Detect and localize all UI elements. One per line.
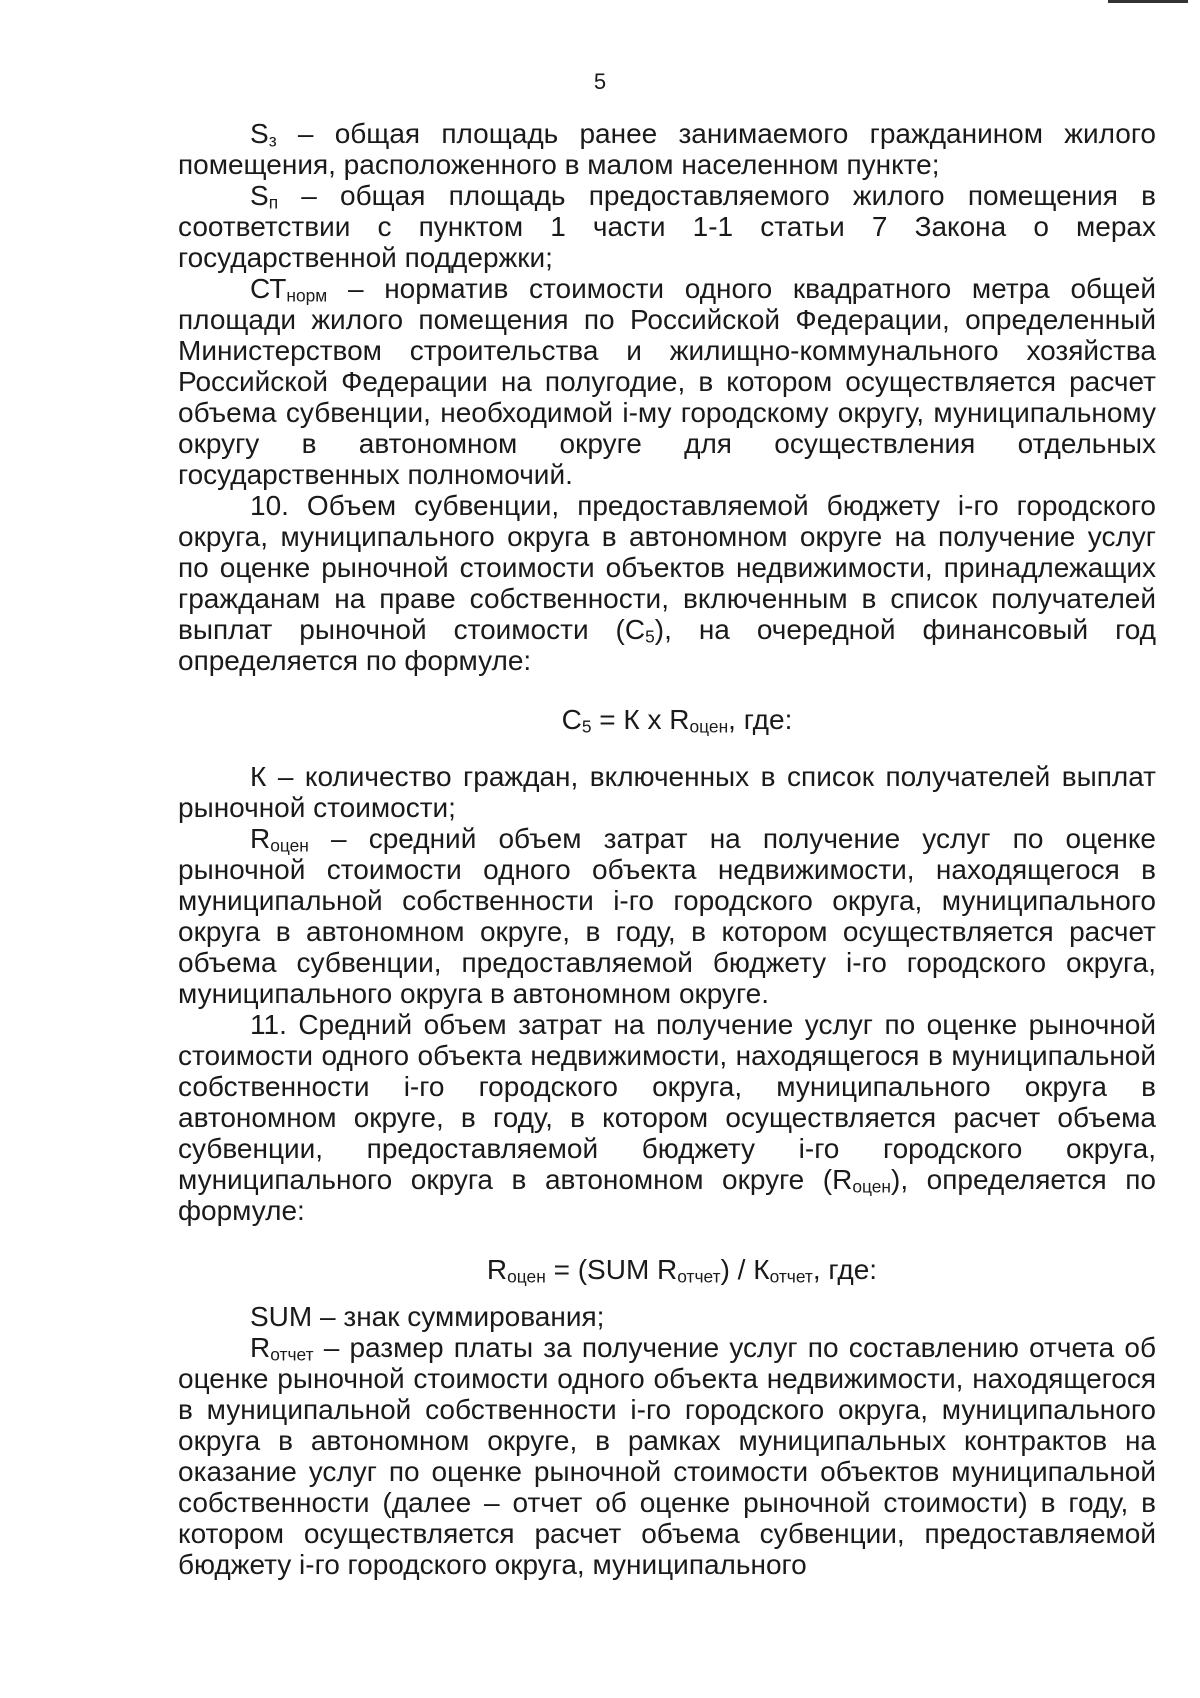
formula-c5: $С_5 = К$ х $R_{оцен}$, где:: [561, 704, 793, 737]
definition-k: К – количество граждан, включенных в список получателей выплат рыночной стоимости;: [178, 761, 1156, 823]
definition-st-norm: $СТ_{норм}$ – норматив стоимости одного квадратного метра общей площади жилого помещения по Российской Федерации, определенный Министерством строительства и жилищно-коммунального хозяйства Российской Федерации на полугодие, в котором осуществляется расчет объема субвенции, необходимой i-му городскому округу, муниципальному округу в автономном округе для осуществления отдельных государственных полномочий.: [178, 273, 1156, 490]
paragraph-10: 10. Объем субвенции, предоставляемой бюджету i-го городского округа, муниципального округа в автономном округе на получение услуг по оценке рыночной стоимости объектов недвижимости, принадлежащих гражданам на праве собственности, включенным в список получателей выплат рыночной стоимости $(С_5)$, на очередной финансовый год определяется по формуле:: [178, 490, 1157, 676]
definition-r-ocen: $R_{оцен}$ – средний объем затрат на получение услуг по оценке рыночной стоимости одного объекта недвижимости, находящегося в муниципальной собственности i-го городского округа, муниципального округа в автономном округе, в году, в котором осуществляется расчет объема субвенции, предоставляемой бюджету i-го городского округа, муниципального округа в автономном округе.: [178, 823, 1156, 1009]
paragraph-11: 11. Средний объем затрат на получение услуг по оценке рыночной стоимости одного объекта недвижимости, находящегося в муниципальной собственности i-го городского округа, муниципального округа в автономном округе, в году, в котором осуществляется расчет объема субвенции, предоставляемой бюджету i-го городского округа, муниципального округа в автономном округе $(R_{оцен})$, определяется по формуле:: [178, 1009, 1156, 1226]
definition-r-otchet: $R_{отчет}$ – размер платы за получение услуг по составлению отчета об оценке рыночной стоимости одного объекта недвижимости, находящегося в муниципальной собственности i-го городского округа, муниципального округа в автономном округе, в рамках муниципальных контрактов на оказание услуг по оценке рыночной стоимости объектов муниципальной собственности (далее – отчет об оценке рыночной стоимости) в году, в котором осуществляется расчет объема субвенции, предоставляемой бюджету i-го городского округа, муниципального: [178, 1332, 1156, 1580]
definition-sum: SUM – знак суммирования;: [250, 1301, 605, 1332]
top-rule: [1108, 0, 1188, 3]
definition-s-z: $S_з$ – общая площадь ранее занимаемого гражданином жилого помещения, расположенного в малом населенном пункте;: [178, 118, 1156, 180]
formula-r-ocen: $R_{оцен} = (SUM$ $R_{отчет}) / К_{отчет}$, где:: [486, 1254, 878, 1287]
definition-s-p: $S_п$ – общая площадь предоставляемого жилого помещения в соответствии с пунктом 1 части 1-1 статьи 7 Закона о мерах государственной поддержки;: [178, 180, 1156, 273]
document-body: [178, 118, 1156, 1580]
page-number: 5: [593, 69, 607, 94]
